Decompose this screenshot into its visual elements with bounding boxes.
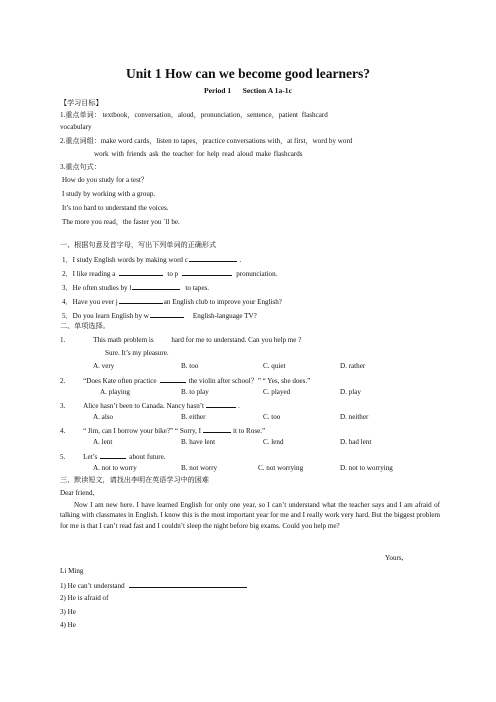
fill-blank[interactable] [119, 296, 163, 304]
mc-question-4: 4. “ Jim, can I borrow your bike?” “ Sorry, I it to Rose.” [60, 427, 266, 435]
mc2-option-d[interactable]: D. play [340, 388, 361, 396]
fill-blank[interactable] [119, 268, 163, 276]
mc-blank[interactable] [206, 400, 236, 408]
mc-question-2: 2. “Does Kate often practice the violin after school？” “ Yes, she does.” [60, 377, 311, 385]
vocab-continuation: vocabulary [60, 123, 92, 131]
vocab-label: 1.重点单词： [60, 111, 101, 119]
mc-question-1: 1. This math problem is hard for me to understand. Can you help me ? [60, 336, 302, 344]
mc1-option-d[interactable]: D. rather [340, 362, 366, 370]
mc4-option-b[interactable]: B. have lent [181, 438, 216, 446]
fill-blank[interactable] [132, 282, 180, 290]
mc2-option-c[interactable]: C. played [263, 388, 291, 396]
answer-line-3: 3) He [60, 608, 76, 616]
section3-header: 三、默读短文，请找出李明在英语学习中的困难 [60, 476, 209, 484]
document-title: Unit 1 How can we become good learners? [125, 66, 371, 81]
mc5-option-b[interactable]: B. not worry [181, 464, 218, 472]
answer-line-1: 1) He can’t understand [60, 580, 248, 590]
fill-blank[interactable] [150, 310, 184, 318]
sentence-item: The more you read，the faster you `ll be. [62, 218, 180, 226]
mc5-option-d[interactable]: D. not to worrying [340, 464, 393, 472]
fill-item-5: 5．Do you learn English by w English-language TV? [62, 312, 257, 320]
letter-signature: Li Ming [60, 567, 84, 575]
mc1-option-c[interactable]: C. quiet [263, 362, 286, 370]
mc-blank[interactable] [100, 451, 126, 459]
answer-line-2: 2) He is afraid of [60, 594, 109, 602]
mc3-option-c[interactable]: C. too [263, 413, 281, 421]
sentence-header: 3.重点句式： [60, 163, 101, 171]
mc-question-3: 3. Alice hasn’t been to Canada. Nancy hasn’t . [60, 402, 240, 410]
letter-body: Now I am new here. I have learned English for only one year, so I can’t understand what the teacher says and I am afraid of talking with classmates in English. I know this is the most important year for me and I really work very hard. But the biggest problem for me is that I can’t read fast and I couldn’t sleep the night before big exams. Could you help me? [60, 501, 440, 530]
mc3-option-a[interactable]: A. also [93, 413, 114, 421]
letter-closing: Yours, [385, 554, 404, 562]
mc1-option-b[interactable]: B. too [181, 362, 199, 370]
phrase-line: 2.重点词组：make word cards，listen to tapes，practice conversations with，at first，word by word [60, 137, 353, 145]
mc2-option-a[interactable]: A. playing [100, 388, 130, 396]
objectives-header: 【学习目标】 [60, 99, 103, 107]
sentence-item: It’s too hard to understand the voices. [62, 204, 169, 212]
mc-question-1-reply: Sure. It’s my pleasure. [105, 349, 169, 357]
fill-item-4: 4．Have you ever j an English club to improve your English? [62, 298, 282, 306]
mc2-option-b[interactable]: B. to play [181, 388, 209, 396]
fill-item-1: 1．I study English words by making word c . [62, 256, 242, 264]
section2-header: 二、单项选择。 [60, 322, 110, 330]
mc5-option-c[interactable]: C. not worrying [258, 464, 304, 472]
mc1-option-a[interactable]: A. very [93, 362, 115, 370]
mc3-option-d[interactable]: D. neither [340, 413, 369, 421]
vocab-text: textbook，conversation，aloud，pronunciation，sentence，patient flashcard [102, 111, 328, 119]
mc4-option-c[interactable]: C. lend [263, 438, 284, 446]
mc-blank[interactable] [203, 425, 231, 433]
answer-blank[interactable] [129, 580, 247, 588]
sentence-item: I study by working with a group. [62, 190, 156, 198]
mc4-option-d[interactable]: D. had lent [340, 438, 372, 446]
fill-blank[interactable] [182, 268, 232, 276]
mc5-option-a[interactable]: A. not to worry [93, 464, 137, 472]
fill-item-2: 2．I like reading a to p pronunciation. [62, 270, 278, 278]
letter-greeting: Dear friend, [60, 489, 95, 497]
answer-line-4: 4) He [60, 621, 76, 629]
sentence-item: How do you study for a test？ [62, 176, 148, 184]
document-subtitle: Period 1 Section A 1a-1c [204, 86, 292, 95]
phrase-continuation: work with friends ask the teacher for help read aloud make flashcards [94, 150, 303, 158]
mc3-option-b[interactable]: B. either [181, 413, 206, 421]
section1-header: 一、根据句意及首字母，写出下列单词的正确形式 [60, 241, 217, 249]
mc4-option-a[interactable]: A. lent [93, 438, 113, 446]
fill-item-3: 3．He often studies by l to tapes. [62, 284, 209, 292]
mc-question-5: 5. Let’s about future. [60, 453, 166, 461]
vocab-line [60, 111, 444, 120]
fill-blank[interactable] [189, 254, 237, 262]
mc-blank[interactable] [160, 375, 186, 383]
